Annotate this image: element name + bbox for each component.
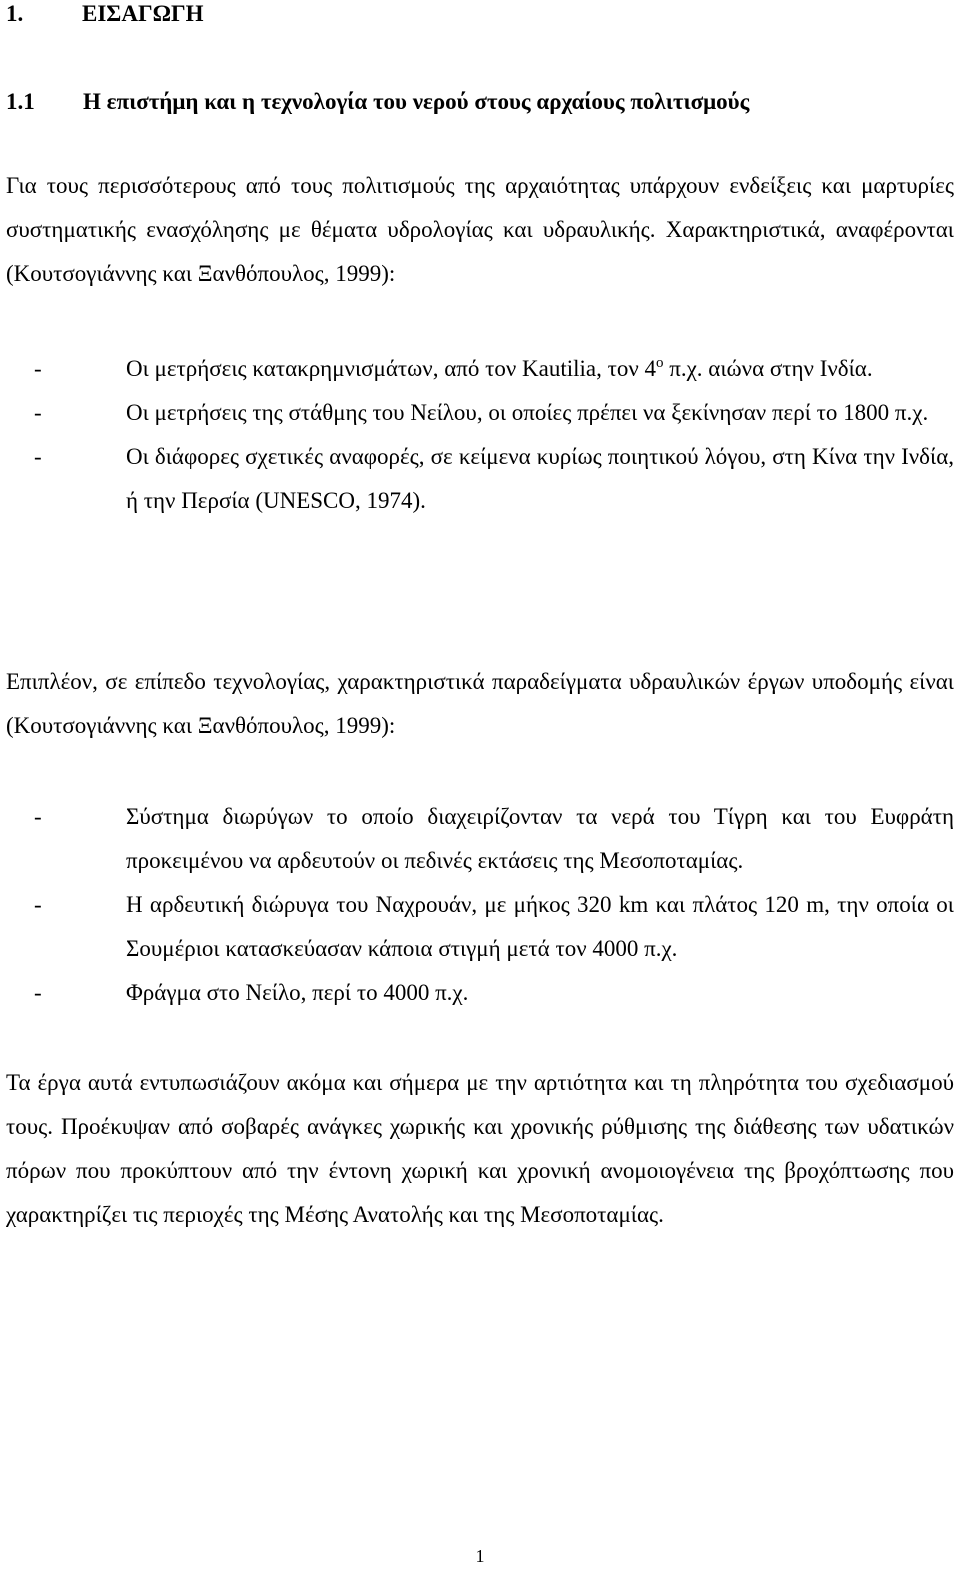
section-number: 1.1 xyxy=(6,89,35,114)
list-marker: - xyxy=(34,892,42,917)
list-item xyxy=(6,347,954,391)
list-marker: - xyxy=(34,804,42,829)
list-item-text: Οι μετρήσεις κατακρημνισμάτων, από τον Kautilia, τον 4 xyxy=(126,356,656,381)
section-title: Η επιστήμη και η τεχνολογία του νερού στους αρχαίους πολιτισμούς xyxy=(83,89,750,114)
list-item-text: Φράγμα στο Νείλο, περί το 4000 π.χ. xyxy=(126,980,469,1005)
measurements-list xyxy=(6,347,954,523)
list-marker: - xyxy=(34,356,42,381)
list-marker: - xyxy=(34,980,42,1005)
conclusion-paragraph: Τα έργα αυτά εντυπωσιάζουν ακόμα και σήμερα με την αρτιότητα και τη πληρότητα του σχεδιασμού τους. Προέκυψαν από σοβαρές ανάγκες χωρικής και χρονικής ρύθμισης της διάθεσης των υδατικών πόρων που προκύπτουν από την έντονη χωρική και χρονική ανομοιογένεια της βροχόπτωσης που χαρακτηρίζει τις περιοχές της Μέσης Ανατολής και της Μεσοποταμίας. xyxy=(6,1070,954,1227)
list-item-text: Οι διάφορες σχετικές αναφορές, σε κείμενα κυρίως ποιητικού λόγου, στη Κίνα την Ινδία, ή την Περσία (UNESCO, 1974). xyxy=(126,444,954,513)
list-item xyxy=(6,391,954,435)
list-marker: - xyxy=(34,444,42,469)
page-number: 1 xyxy=(475,1546,485,1566)
hydraulic-works-list xyxy=(6,795,954,1015)
list-marker: - xyxy=(34,400,42,425)
list-item xyxy=(6,883,954,971)
list-item xyxy=(6,795,954,883)
list-item-text: Οι μετρήσεις της στάθμης του Νείλου, οι οποίες πρέπει να ξεκίνησαν περί το 1800 π.χ. xyxy=(126,400,929,425)
chapter-number: 1. xyxy=(6,1,24,26)
list-item-text: Σύστημα διωρύγων το οποίο διαχειρίζονταν τα νερά του Τίγρη και του Ευφράτη προκειμένου να αρδευτούν οι πεδινές εκτάσεις της Μεσοποταμίας. xyxy=(126,804,954,873)
list-item xyxy=(6,971,954,1015)
list-item-text: Η αρδευτική διώρυγα του Ναχρουάν, με μήκος 320 km και πλάτος 120 m, την οποία οι Σουμέριοι κατασκεύασαν κάποια στιγμή μετά τον 4000 π.χ. xyxy=(126,892,954,961)
list-item-text-cont: π.χ. αιώνα στην Ινδία. xyxy=(663,356,873,381)
intro-paragraph: Για τους περισσότερους από τους πολιτισμούς της αρχαιότητας υπάρχουν ενδείξεις και μαρτυρίες συστηματικής ενασχόλησης με θέματα υδρολογίας και υδραυλικής. Χαρακτηριστικά, αναφέρονται (Κουτσογιάννης και Ξανθόπουλος, 1999): xyxy=(6,173,954,286)
technology-paragraph: Επιπλέον, σε επίπεδο τεχνολογίας, χαρακτηριστικά παραδείγματα υδραυλικών έργων υποδομής είναι (Κουτσογιάννης και Ξανθόπουλος, 1999): xyxy=(6,669,954,738)
chapter-heading xyxy=(6,1,204,26)
section-heading xyxy=(6,89,750,114)
chapter-title: ΕΙΣΑΓΩΓΗ xyxy=(82,1,204,26)
superscript: ο xyxy=(655,355,664,371)
list-item xyxy=(6,435,954,523)
